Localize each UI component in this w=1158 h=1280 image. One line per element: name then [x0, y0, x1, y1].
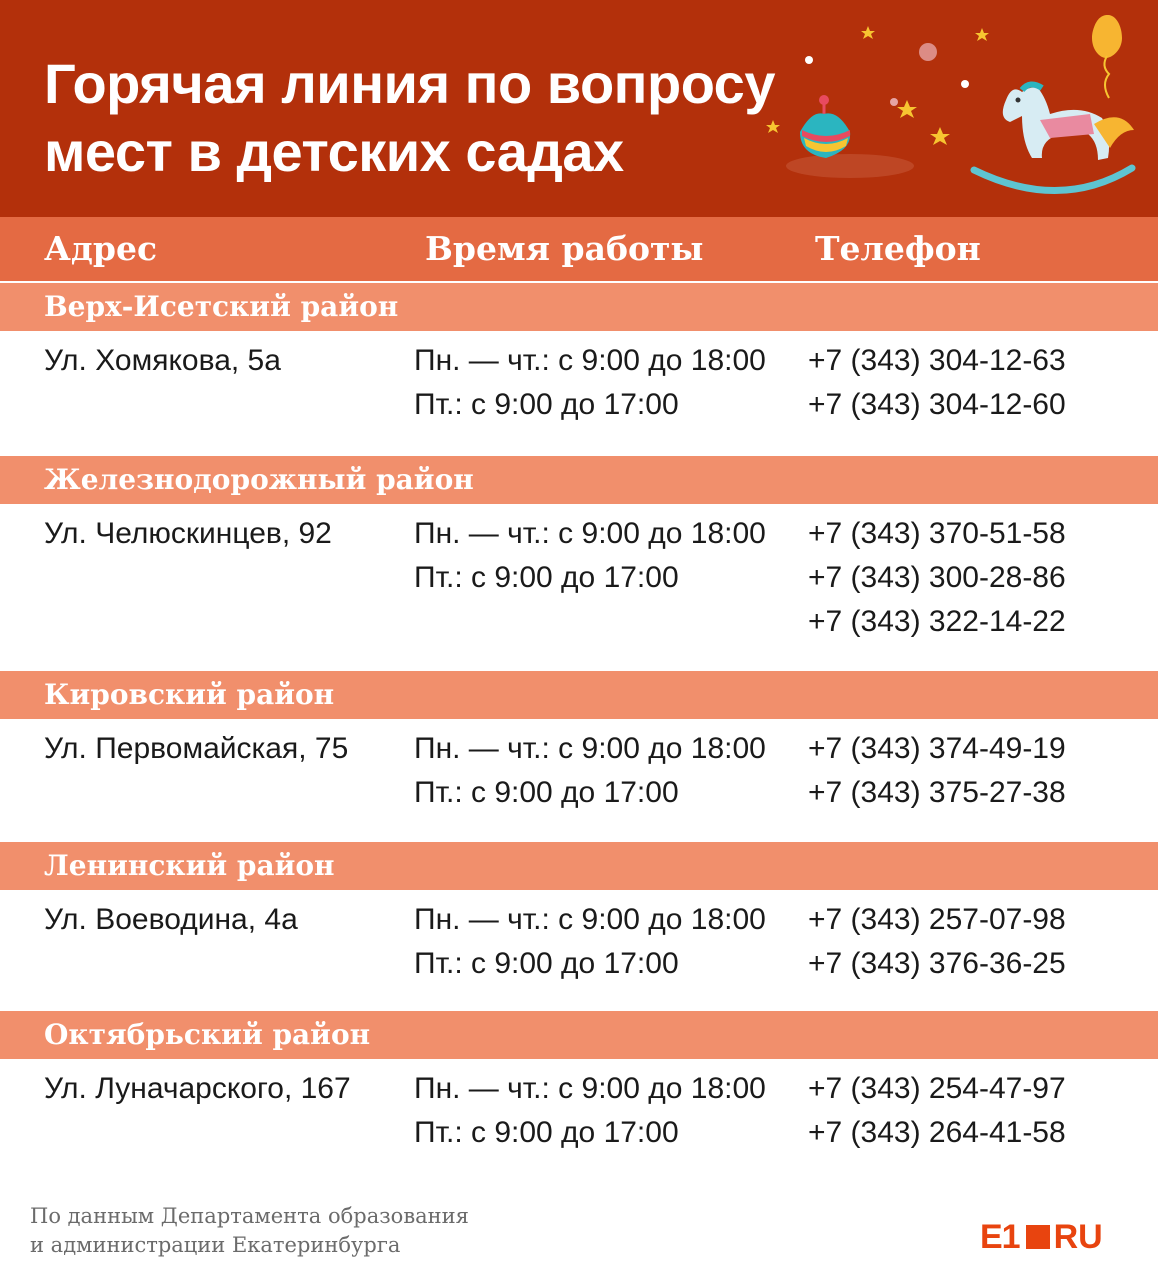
phone-cell — [808, 339, 1066, 427]
dot-icon — [961, 80, 969, 88]
column-header-address: Адрес — [44, 229, 158, 268]
district-section — [0, 671, 1158, 809]
star-icon — [975, 28, 989, 41]
district-section — [0, 456, 1158, 638]
hours-cell — [414, 512, 766, 600]
column-header-row — [0, 217, 1158, 281]
district-name: Октябрьский район — [44, 1018, 371, 1051]
dot-icon — [919, 43, 937, 61]
toys-illustration — [760, 0, 1158, 217]
address-cell: Ул. Воеводина, 4а — [44, 903, 298, 936]
phone-number[interactable]: +7 (343) 370-51-58 — [808, 517, 1066, 550]
district-band — [0, 283, 1158, 331]
hours-weekdays: Пн. — чт.: с 9:00 до 18:00 — [414, 344, 766, 377]
address-cell: Ул. Луначарского, 167 — [44, 1072, 351, 1105]
spinning-top-icon — [786, 95, 914, 178]
phone-number[interactable]: +7 (343) 375-27-38 — [808, 776, 1066, 809]
phone-number[interactable]: +7 (343) 304-12-60 — [808, 388, 1066, 421]
hours-friday: Пт.: с 9:00 до 17:00 — [414, 561, 679, 594]
logo-square-icon — [1026, 1225, 1050, 1249]
phone-number[interactable]: +7 (343) 322-14-22 — [808, 605, 1066, 638]
address-cell: Ул. Челюскинцев, 92 — [44, 517, 332, 550]
district-name: Верх-Исетский район — [44, 290, 399, 323]
phone-number[interactable]: +7 (343) 300-28-86 — [808, 561, 1066, 594]
logo-e1-text: E1 — [980, 1218, 1020, 1256]
district-name: Ленинский район — [44, 849, 335, 882]
star-icon — [897, 100, 917, 118]
district-name: Железнодорожный район — [44, 463, 474, 496]
district-section — [0, 283, 1158, 421]
hours-friday: Пт.: с 9:00 до 17:00 — [414, 776, 679, 809]
column-header-hours: Время работы — [425, 229, 704, 268]
phone-cell — [808, 727, 1066, 815]
header-banner — [0, 0, 1158, 217]
hours-cell — [414, 339, 766, 427]
star-icon — [861, 26, 875, 39]
source-note — [30, 1202, 469, 1260]
source-line-2: и администрации Екатеринбурга — [30, 1233, 401, 1257]
hours-weekdays: Пн. — чт.: с 9:00 до 18:00 — [414, 903, 766, 936]
district-band — [0, 1011, 1158, 1059]
phone-cell — [808, 898, 1066, 986]
district-band — [0, 842, 1158, 890]
district-section — [0, 1011, 1158, 1149]
hours-cell — [414, 898, 766, 986]
phone-number[interactable]: +7 (343) 264-41-58 — [808, 1116, 1066, 1149]
district-section — [0, 842, 1158, 980]
logo-ru-text: RU — [1053, 1218, 1103, 1256]
title-line-1: Горячая линия по вопросу — [44, 52, 775, 115]
hours-weekdays: Пн. — чт.: с 9:00 до 18:00 — [414, 517, 766, 550]
district-band — [0, 456, 1158, 504]
dot-icon — [890, 98, 898, 106]
rocking-horse-icon — [974, 84, 1134, 190]
address-cell: Ул. Первомайская, 75 — [44, 732, 349, 765]
hours-weekdays: Пн. — чт.: с 9:00 до 18:00 — [414, 732, 766, 765]
hours-cell — [414, 727, 766, 815]
page-title — [44, 50, 784, 186]
phone-number[interactable]: +7 (343) 304-12-63 — [808, 344, 1066, 377]
title-line-2: мест в детских садах — [44, 120, 624, 183]
dot-icon — [805, 56, 813, 64]
hours-friday: Пт.: с 9:00 до 17:00 — [414, 1116, 679, 1149]
phone-number[interactable]: +7 (343) 376-36-25 — [808, 947, 1066, 980]
hours-friday: Пт.: с 9:00 до 17:00 — [414, 388, 679, 421]
balloon-icon — [1092, 15, 1122, 98]
phone-cell — [808, 1067, 1066, 1155]
hours-weekdays: Пн. — чт.: с 9:00 до 18:00 — [414, 1072, 766, 1105]
phone-number[interactable]: +7 (343) 254-47-97 — [808, 1072, 1066, 1105]
star-icon — [930, 127, 950, 145]
e1-logo[interactable] — [980, 1219, 1103, 1255]
source-line-1: По данным Департамента образования — [30, 1204, 469, 1228]
phone-number[interactable]: +7 (343) 257-07-98 — [808, 903, 1066, 936]
star-icon — [766, 120, 780, 133]
address-cell: Ул. Хомякова, 5а — [44, 344, 281, 377]
column-header-phone: Телефон — [815, 229, 981, 268]
hours-friday: Пт.: с 9:00 до 17:00 — [414, 947, 679, 980]
phone-number[interactable]: +7 (343) 374-49-19 — [808, 732, 1066, 765]
district-name: Кировский район — [44, 678, 335, 711]
district-band — [0, 671, 1158, 719]
phone-cell — [808, 512, 1066, 644]
hours-cell — [414, 1067, 766, 1155]
